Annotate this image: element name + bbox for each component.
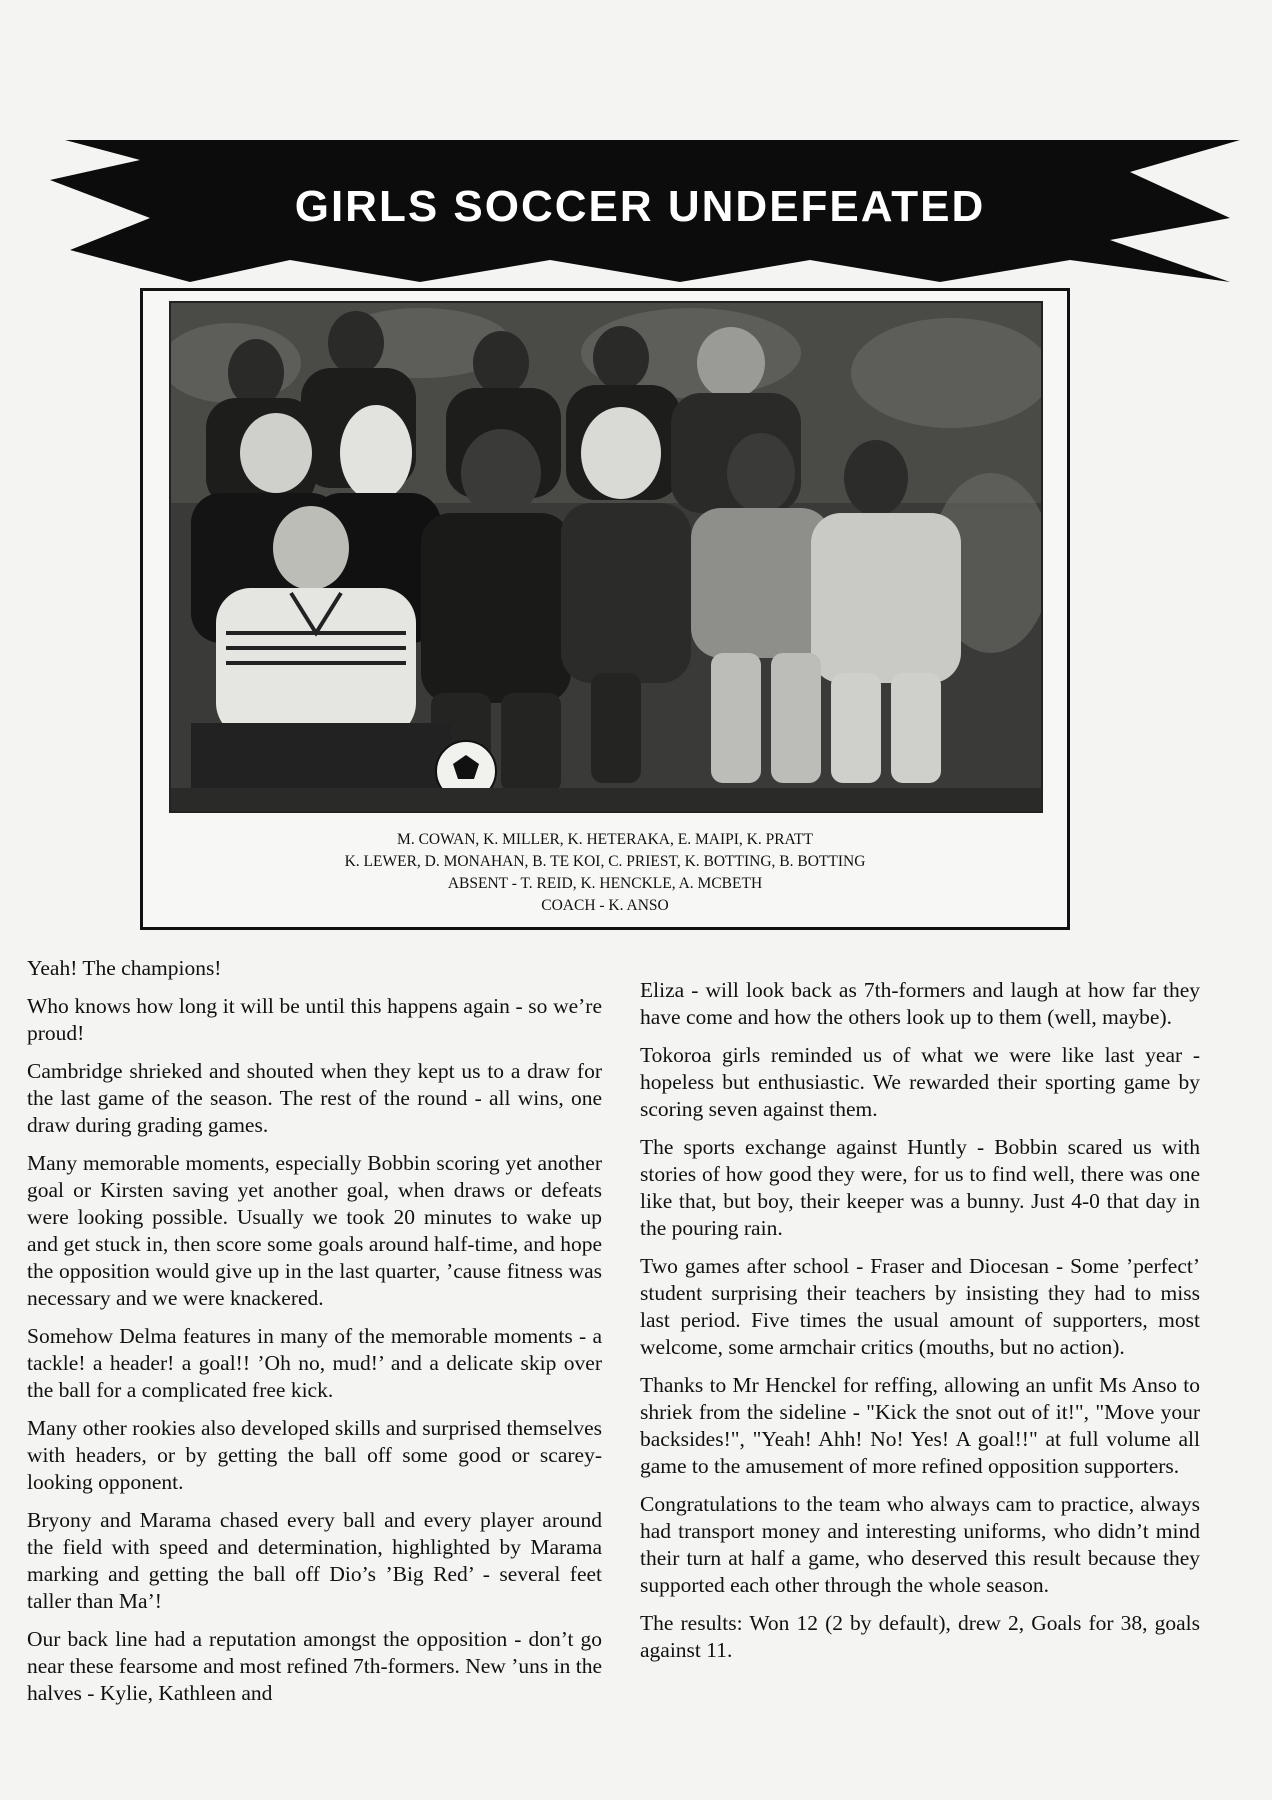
paragraph: The sports exchange against Huntly - Bobbin scared us with stories of how good they were, for us to find well, there was one like that, but boy, their keeper was a bunny. Just 4-0 that day in the pouring rain. (640, 1135, 1200, 1240)
article-right-column (640, 977, 1200, 1675)
article-left-column (27, 955, 602, 1718)
page-title: GIRLS SOCCER UNDEFEATED (294, 182, 986, 231)
paragraph: Two games after school - Fraser and Diocesan - Some ’perfect’ student surprising their teachers by insisting they had to miss last period. Five times the usual amount of supporters, most welcome, some armchair critics (mouths, but no action). (640, 1254, 1200, 1359)
caption-line: COACH - K. ANSO (541, 897, 669, 914)
caption-line: ABSENT - T. REID, K. HENCKLE, A. MCBETH (447, 875, 763, 892)
paragraph: Many other rookies also developed skills and surprised themselves with headers, or by getting the ball off some good or scarey-looking opponent. (27, 1416, 602, 1494)
paragraph: Our back line had a reputation amongst the opposition - don’t go near these fearsome and most refined 7th-formers. New ’uns in the halves - Kylie, Kathleen and (27, 1627, 602, 1705)
paragraph: Who knows how long it will be until this happens again - so we’re proud! (27, 994, 602, 1045)
photo-caption (143, 829, 1067, 917)
paragraph: Somehow Delma features in many of the memorable moments - a tackle! a header! a goal!! ’Oh no, mud!’ and a delicate skip over the ball for a complicated free kick. (27, 1324, 602, 1402)
paragraph: Tokoroa girls reminded us of what we were like last year - hopeless but enthusiastic. We rewarded their sporting game by scoring seven against them. (640, 1043, 1200, 1121)
paragraph: Many memorable moments, especially Bobbin scoring yet another goal or Kirsten saving yet another goal, when draws or defeats were looking possible. Usually we took 20 minutes to wake up and get stuck in, then score some goals around half-time, and hope the opposition would give up in the last quarter, ’cause fitness was necessary and we were knackered. (27, 1151, 602, 1310)
paragraph: Cambridge shrieked and shouted when they kept us to a draw for the last game of the season. The rest of the round - all wins, one draw during grading games. (27, 1059, 602, 1137)
paragraph: Yeah! The champions! (27, 956, 222, 980)
team-photo (169, 301, 1043, 813)
team-photo-image (171, 303, 1041, 811)
title-banner (30, 100, 1250, 300)
paragraph: Eliza - will look back as 7th-formers and laugh at how far they have come and how the others look up to them (well, maybe). (640, 978, 1200, 1029)
caption-line: M. COWAN, K. MILLER, K. HETERAKA, E. MAIPI, K. PRATT (397, 831, 813, 848)
paragraph: Congratulations to the team who always cam to practice, always had transport money and interesting uniforms, who didn’t mind their turn at half a game, who deserved this result because they supported each other through the whole season. (640, 1492, 1200, 1597)
photo-frame (140, 288, 1070, 930)
paragraph: Thanks to Mr Henckel for reffing, allowing an unfit Ms Anso to shriek from the sideline - "Kick the snot out of it!", "Move your backsides!", "Yeah! Ahh! No! Yes! A goal!!" at full volume all game to the amusement of more refined opposition supporters. (640, 1373, 1200, 1478)
paragraph: The results: Won 12 (2 by default), drew 2, Goals for 38, goals against 11. (640, 1611, 1200, 1662)
paragraph: Bryony and Marama chased every ball and every player around the field with speed and determination, highlighted by Marama marking and getting the ball off Dio’s ’Big Red’ - several feet taller than Ma’! (27, 1508, 602, 1613)
caption-line: K. LEWER, D. MONAHAN, B. TE KOI, C. PRIEST, K. BOTTING, B. BOTTING (344, 853, 866, 870)
